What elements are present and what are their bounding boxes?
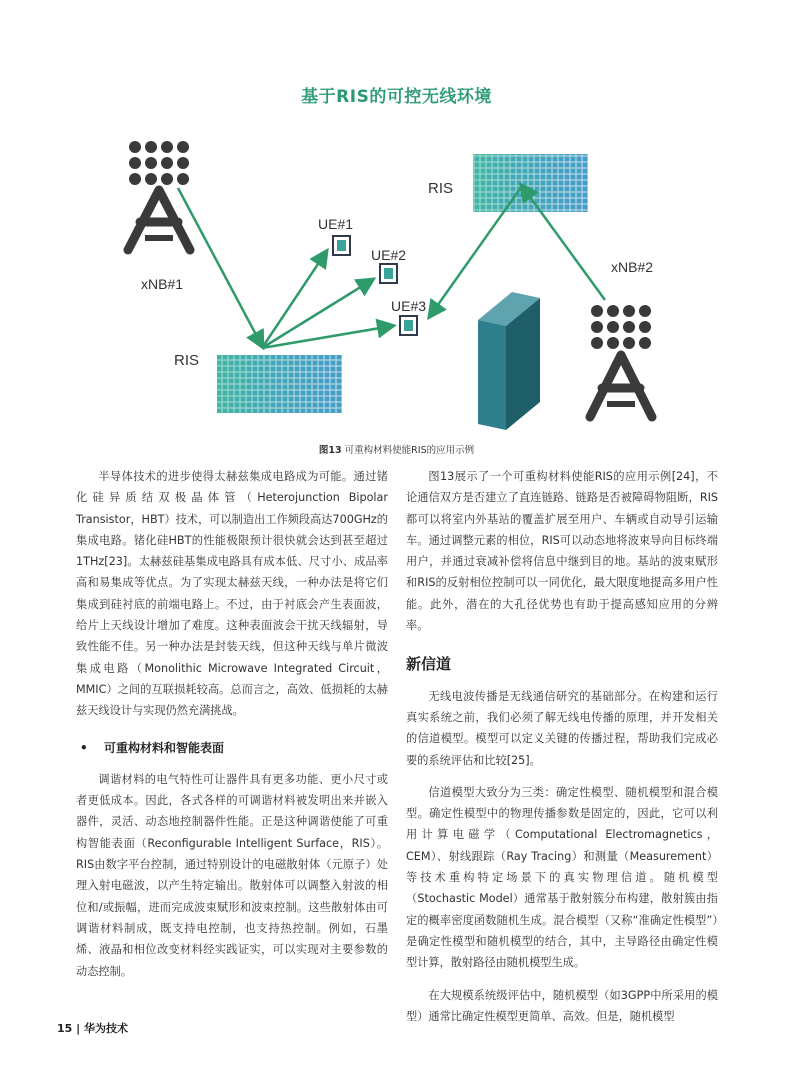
figure-caption <box>0 442 793 456</box>
building-obstacle <box>478 292 540 430</box>
figure-title: 基于RIS的可控无线环境 <box>301 87 492 107</box>
xnb2-label: xNB#2 <box>611 259 654 275</box>
right-paragraph-3: 信道模型大致分为三类：确定性模型、随机模型和混合模型。确定性模型中的物理传播参数是固定的，因此，它可以利用计算电磁学（Computational Electromagnetics，CEM）、射线跟踪（Ray Tracing）和测量（Measurement）等技术重构特定场景下的真实物理信道。随机模型（Stochastic Model）通常基于散射簇分布构建，散射簇由指定的概率密度函数随机生成。混合模型（又称“准确定性模型”）是确定性模型和随机模型的结合，其中，主导路径由确定性模型计算，散射路径由随机模型生成。 <box>406 785 718 970</box>
caption-text: 可重构材料使能RIS的应用示例 <box>341 445 475 456</box>
left-paragraph-1: 半导体技术的进步使得太赫兹集成电路成为可能。通过锗化硅异质结双极晶体管（Heterojunction Bipolar Transistor，HBT）技术，可以制造出工作频段高达700GHz的集成电路。锗化硅HBT的性能极限预计很快就会达到甚至超过1THz[23]。太赫兹硅基集成电路具有成本低、尺寸小、成品率高和易集成等优点。为了实现太赫兹天线，一种办法是将它们集成到硅衬底的前端电路上。不过，由于衬底会产生表面波，给片上天线设计增加了难度。这种表面波会干扰天线辐射，导致性能不佳。另一种办法是封装天线，但这种天线与单片微波集成电路（Monolithic Microwave Integrated Circuit，MMIC）之间的互联损耗较高。总而言之，高效、低损耗的太赫兹天线设计与实现仍然充满挑战。 <box>76 470 388 718</box>
page-footer: 15 | 华为技术 <box>57 1022 128 1035</box>
bullet-title: 可重构材料和智能表面 <box>104 740 225 755</box>
ue2-device-icon <box>380 264 397 283</box>
ris-diagram <box>0 0 793 440</box>
ue3-device-icon <box>400 316 417 335</box>
section-title: 新信道 <box>406 655 452 674</box>
xnb1-label: xNB#1 <box>141 276 184 292</box>
ris-top-label: RIS <box>428 180 454 197</box>
right-paragraph-1: 图13展示了一个可重构材料使能RIS的应用示例[24]，不论通信双方是否建立了直连链路、链路是否被障碍物阻断，RIS都可以将室内外基站的覆盖扩展至用户、车辆或自动导引运输车。通过调整元素的相位，RIS可以动态地将波束导向目标终端用户，并通过衰减补偿将信息中继到目的地。基站的波束赋形和RIS的反射相位控制可以一同优化，最大限度地提高多用户性能。此外，潜在的大孔径优势也有助于提高感知应用的分辨率。 <box>406 470 718 633</box>
ris-bottom-label: RIS <box>174 352 200 369</box>
ue3-label: UE#3 <box>391 298 427 314</box>
left-paragraph-2: 调谐材料的电气特性可让器件具有更多功能、更小尺寸或者更低成本。因此，各式各样的可调谐材料被发明出来并嵌入器件，灵活、动态地控制器件性能。正是这种调谐使能了可重构智能表面（Reconfigurable Intelligent Surface，RIS）。RIS由数字平台控制，通过特别设计的电磁散射体（元原子）处理入射电磁波，以产生特定输出。散射体可以调整入射波的相位和/或振幅，进而完成波束赋形和波束控制。这些散射体由可调谐材料制成，既支持电控制，也支持热控制。例如，石墨烯、液晶和相位改变材料经实践证实，可以实现对主要参数的动态控制。 <box>76 772 388 978</box>
xnb2-tower-icon <box>590 305 652 417</box>
right-paragraph-2: 无线电波传播是无线通信研究的基础部分。在构建和运行真实系统之前，我们必须了解无线电传播的原理，并开发相关的信道模型。模型可以定义关键的传播过程，帮助我们完成必要的系统评估和比较[25]。 <box>406 689 718 767</box>
bullet-heading <box>76 738 388 759</box>
ue2-label: UE#2 <box>371 247 407 263</box>
right-paragraph-4: 在大规模系统级评估中，随机模型（如3GPP中所采用的模型）通常比确定性模型更简单、高效。但是，随机模型 <box>406 988 718 1023</box>
left-column <box>76 466 388 993</box>
bullet-dot: • <box>80 740 88 755</box>
caption-number: 图13 <box>318 445 342 456</box>
ue1-device-icon <box>333 236 350 255</box>
right-column <box>406 466 718 1038</box>
ue1-label: UE#1 <box>318 216 354 232</box>
